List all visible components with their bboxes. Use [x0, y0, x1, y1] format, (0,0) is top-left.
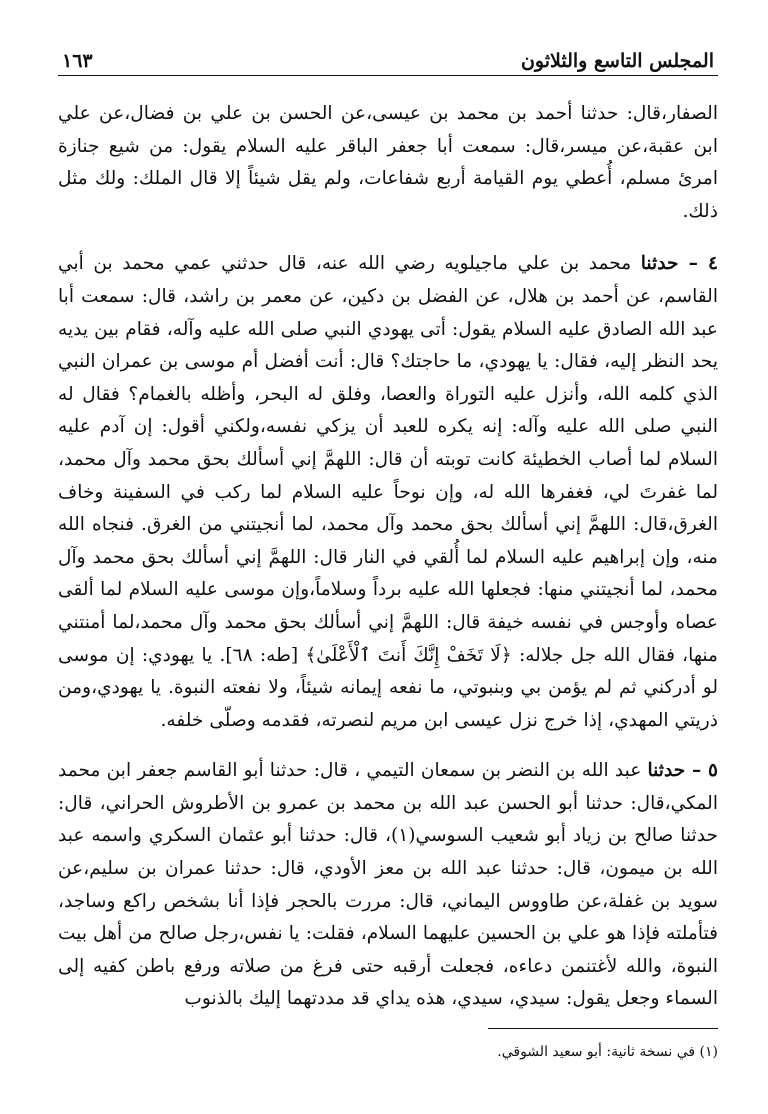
- paragraph-4: [58, 248, 718, 737]
- paragraph-1-text: الصفار،قال: حدثنا أحمد بن محمد بن عيسى،عن الحسن بن علي بن فضال،عن علي ابن عقبة،عن ميسر،قال: سمعت أبا جعفر الباقر عليه السلام يقول: من شيع جنازة امرئ مسلم، أُعطي يوم القيامة أربع شفاعات، ولم يقل شيئاً إلا قال الملك: ولك مثل ذلك.: [58, 103, 718, 222]
- body-text: [58, 98, 718, 1016]
- footnote: (١) في نسخة ثانية: أبو سعيد الشوقي.: [497, 1044, 718, 1060]
- page-number: ١٦٣: [62, 50, 93, 72]
- header-rule: [58, 75, 718, 76]
- paragraph-4-text: محمد بن علي ماجيلويه رضي الله عنه، قال حدثني عمي محمد بن أبي القاسم، عن أحمد بن هلال، عن الفضل بن دكين، عن معمر بن راشد، قال: سمعت أبا عبد الله الصادق عليه السلام يقول: أتى يهودي النبي صلى الله عليه وآله، فقام بين يديه يحد النظر إليه، فقال: يا يهودي، ما حاجتك؟ قال: أنت أفضل أم موسى بن عمران النبي الذي كلمه الله، وأنزل عليه التوراة والعصا، وفلق له البحر، وأظله بالغمام؟ فقال له النبي صلى الله عليه وآله: إنه يكره للعبد أن يزكي نفسه،ولكني أقول: إن آدم عليه السلام لما أصاب الخطيئة كانت توبته أن قال: اللهمَّ إني أسألك بحق محمد وآل محمد، لما غفرتَ لي، فغفرها الله له، وإن نوحاً عليه السلام لما ركب في السفينة وخاف الغرق،قال: اللهمَّ إني أسألك بحق محمد وآل محمد، لما أنجيتني من الغرق. فنجاه الله منه، وإن إبراهيم عليه السلام لما أُلقي في النار قال: اللهمَّ إني أسألك بحق محمد وآل محمد، لما أنجيتني منها: فجعلها الله عليه برداً وسلاماً،وإن موسى عليه السلام لما ألقى عصاه وأوجس في نفسه خيفة قال: اللهمَّ إني أسألك بحق محمد وآل محمد،لما أمنتني منها، فقال الله جل جلاله: ﴿لَا تَخَفْ إِنَّكَ أَنتَ ٱلْأَعْلَىٰ﴾ [طه: ٦٨]. يا يهودي: إن موسى لو أدركني ثم لم يؤمن بي وبنبوتي، ما نفعه إيمانه شيئاً، ولا نفعته النبوة. يا يهودي،ومن ذريتي المهدي، إذا خرج نزل عيسى ابن مريم لنصرته، فقدمه وصلّى خلفه.: [58, 253, 718, 731]
- document-page: [58, 40, 718, 1090]
- footnote-rule: [488, 1028, 718, 1029]
- paragraph-4-lead: ٤ – حدثنا: [640, 253, 718, 275]
- paragraph-5-lead: ٥ – حدثنا: [647, 760, 718, 782]
- paragraph-1: [58, 98, 718, 228]
- running-header: [58, 40, 718, 75]
- paragraph-5-text: عبد الله بن النضر بن سمعان التيمي ، قال: حدثنا أبو القاسم جعفر ابن محمد المكي،قال: حدثنا أبو الحسن عبد الله بن محمد بن عمرو بن الأطروش الحراني، قال: حدثنا صالح بن زياد أبو شعيب السوسي(١)، قال: حدثنا أبو عثمان السكري واسمه عبد الله بن ميمون، قال: حدثنا عبد الله بن معز الأودي، قال: حدثنا عمران بن سليم،عن سويد بن غفلة،عن طاووس اليماني، قال: مررت بالحجر فإذا أنا بشخص راكع وساجد، فتأملته فإذا هو علي بن الحسين عليهما السلام، فقلت: يا نفس،رجل صالح من أهل بيت النبوة، والله لأغتنمن دعاءه، فجعلت أرقبه حتى فرغ من صلاته ورفع باطن كفيه إلى السماء وجعل يقول: سيدي، سيدي، هذه يداي قد مددتهما إليك بالذنوب: [58, 760, 718, 1010]
- paragraph-5: [58, 755, 718, 1016]
- chapter-title: المجلس التاسع والثلاثون: [520, 50, 714, 72]
